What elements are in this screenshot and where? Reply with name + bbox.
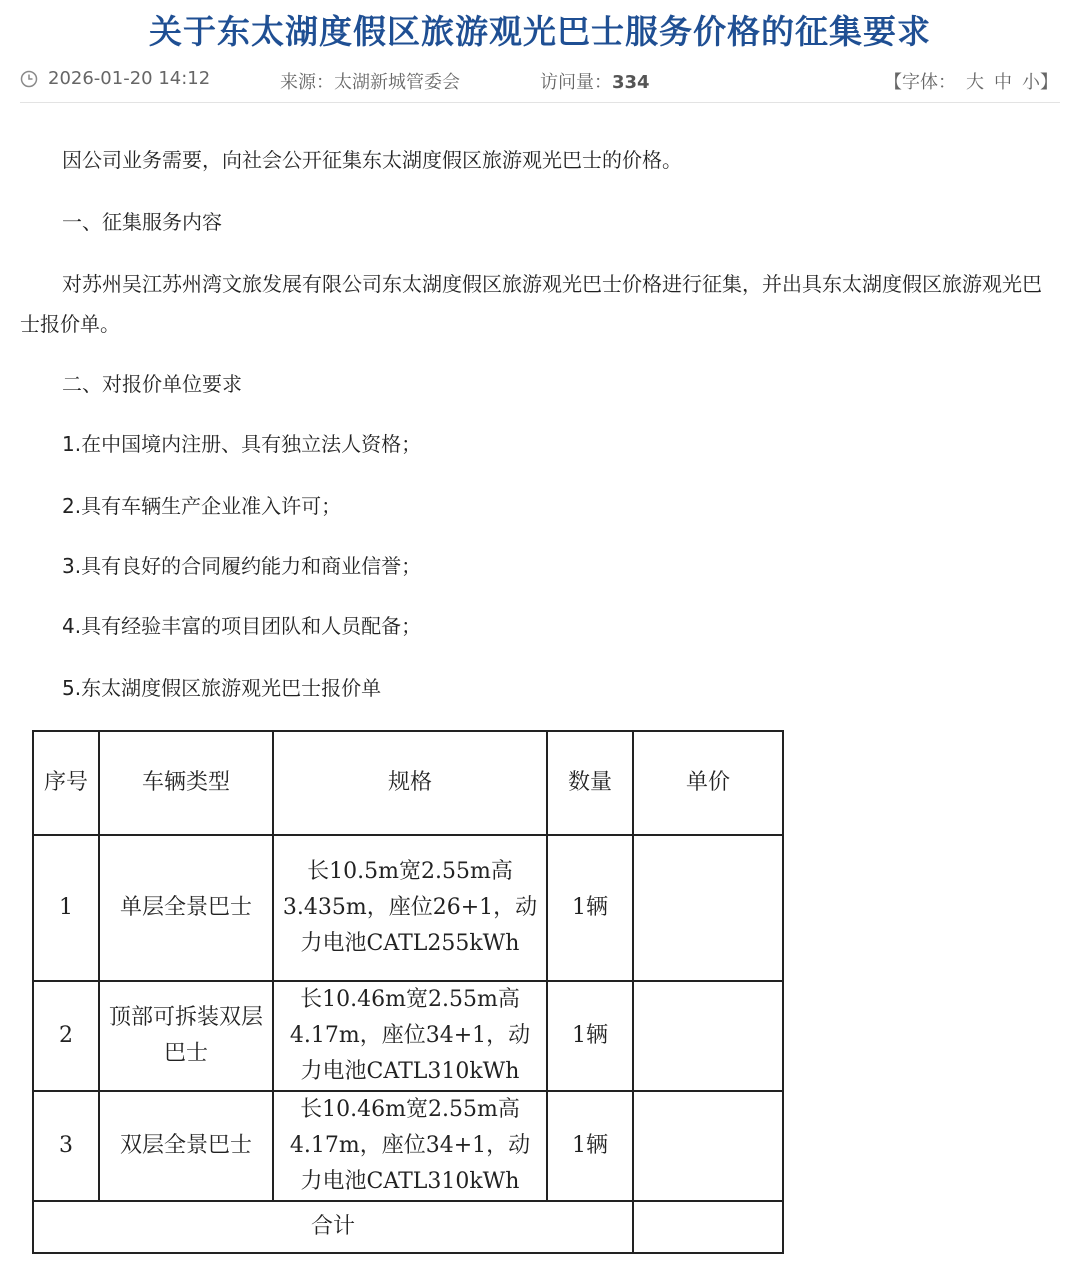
row-unit-price bbox=[633, 1091, 783, 1201]
font-size-small-button[interactable]: 小】 bbox=[1022, 72, 1058, 93]
header-vehicle-type: 车辆类型 bbox=[99, 731, 273, 835]
row-vehicle-type: 顶部可拆装双层巴士 bbox=[99, 981, 273, 1091]
table-row bbox=[33, 981, 783, 1091]
table-row bbox=[33, 1091, 783, 1201]
row-spec: 长10.46m宽2.55m高4.17m，座位34+1，动力电池CATL310kWh bbox=[273, 1091, 547, 1201]
row-vehicle-type: 双层全景巴士 bbox=[99, 1091, 273, 1201]
header-unit-price: 单价 bbox=[633, 731, 783, 835]
table-total-row bbox=[33, 1201, 783, 1253]
source-label: 来源：太湖新城管委会 bbox=[280, 72, 460, 93]
visit-counter bbox=[540, 68, 650, 94]
visit-counter-value: 334 bbox=[612, 72, 650, 93]
requirement-4: 4.具有经验丰富的项目团队和人员配备； bbox=[62, 614, 422, 638]
article-meta-bar bbox=[20, 62, 1060, 103]
requirement-5: 5.东太湖度假区旅游观光巴士报价单 bbox=[62, 676, 382, 700]
visit-counter-label: 访问量： bbox=[540, 72, 612, 93]
section-1-paragraph: 对苏州吴江苏州湾文旅发展有限公司东太湖度假区旅游观光巴士价格进行征集，并出具东太湖度假区旅游观光巴士报价单。 bbox=[20, 272, 1042, 336]
row-spec: 长10.46m宽2.55m高4.17m，座位34+1，动力电池CATL310kWh bbox=[273, 981, 547, 1091]
publish-date: 2026-01-20 14:12 bbox=[48, 68, 211, 89]
section-1-heading: 一、征集服务内容 bbox=[62, 210, 222, 234]
clock-icon bbox=[20, 70, 38, 88]
requirement-1: 1.在中国境内注册、具有独立法人资格； bbox=[62, 432, 422, 456]
header-spec: 规格 bbox=[273, 731, 547, 835]
total-value bbox=[633, 1201, 783, 1253]
intro-paragraph: 因公司业务需要，向社会公开征集东太湖度假区旅游观光巴士的价格。 bbox=[62, 148, 682, 172]
header-index: 序号 bbox=[33, 731, 99, 835]
row-unit-price bbox=[633, 981, 783, 1091]
row-quantity: 1辆 bbox=[547, 835, 633, 981]
row-spec: 长10.5m宽2.55m高3.435m，座位26+1，动力电池CATL255kWh bbox=[273, 835, 547, 981]
row-quantity: 1辆 bbox=[547, 981, 633, 1091]
font-size-medium-button[interactable]: 中 bbox=[994, 72, 1012, 93]
table-header-row bbox=[33, 731, 783, 835]
requirement-2: 2.具有车辆生产企业准入许可； bbox=[62, 494, 342, 518]
row-index: 1 bbox=[33, 835, 99, 981]
row-index: 2 bbox=[33, 981, 99, 1091]
row-vehicle-type: 单层全景巴士 bbox=[99, 835, 273, 981]
total-label: 合计 bbox=[33, 1201, 633, 1253]
section-2-heading: 二、对报价单位要求 bbox=[62, 372, 242, 396]
article-title: 关于东太湖度假区旅游观光巴士服务价格的征集要求 bbox=[149, 12, 931, 51]
row-unit-price bbox=[633, 835, 783, 981]
table-row bbox=[33, 835, 783, 981]
row-quantity: 1辆 bbox=[547, 1091, 633, 1201]
row-index: 3 bbox=[33, 1091, 99, 1201]
price-quote-table bbox=[32, 730, 784, 1254]
font-size-large-button[interactable]: 大 bbox=[966, 72, 984, 93]
requirement-3: 3.具有良好的合同履约能力和商业信誉； bbox=[62, 554, 422, 578]
font-size-switcher bbox=[884, 68, 1058, 94]
font-size-label: 【字体： bbox=[884, 72, 956, 93]
header-quantity: 数量 bbox=[547, 731, 633, 835]
